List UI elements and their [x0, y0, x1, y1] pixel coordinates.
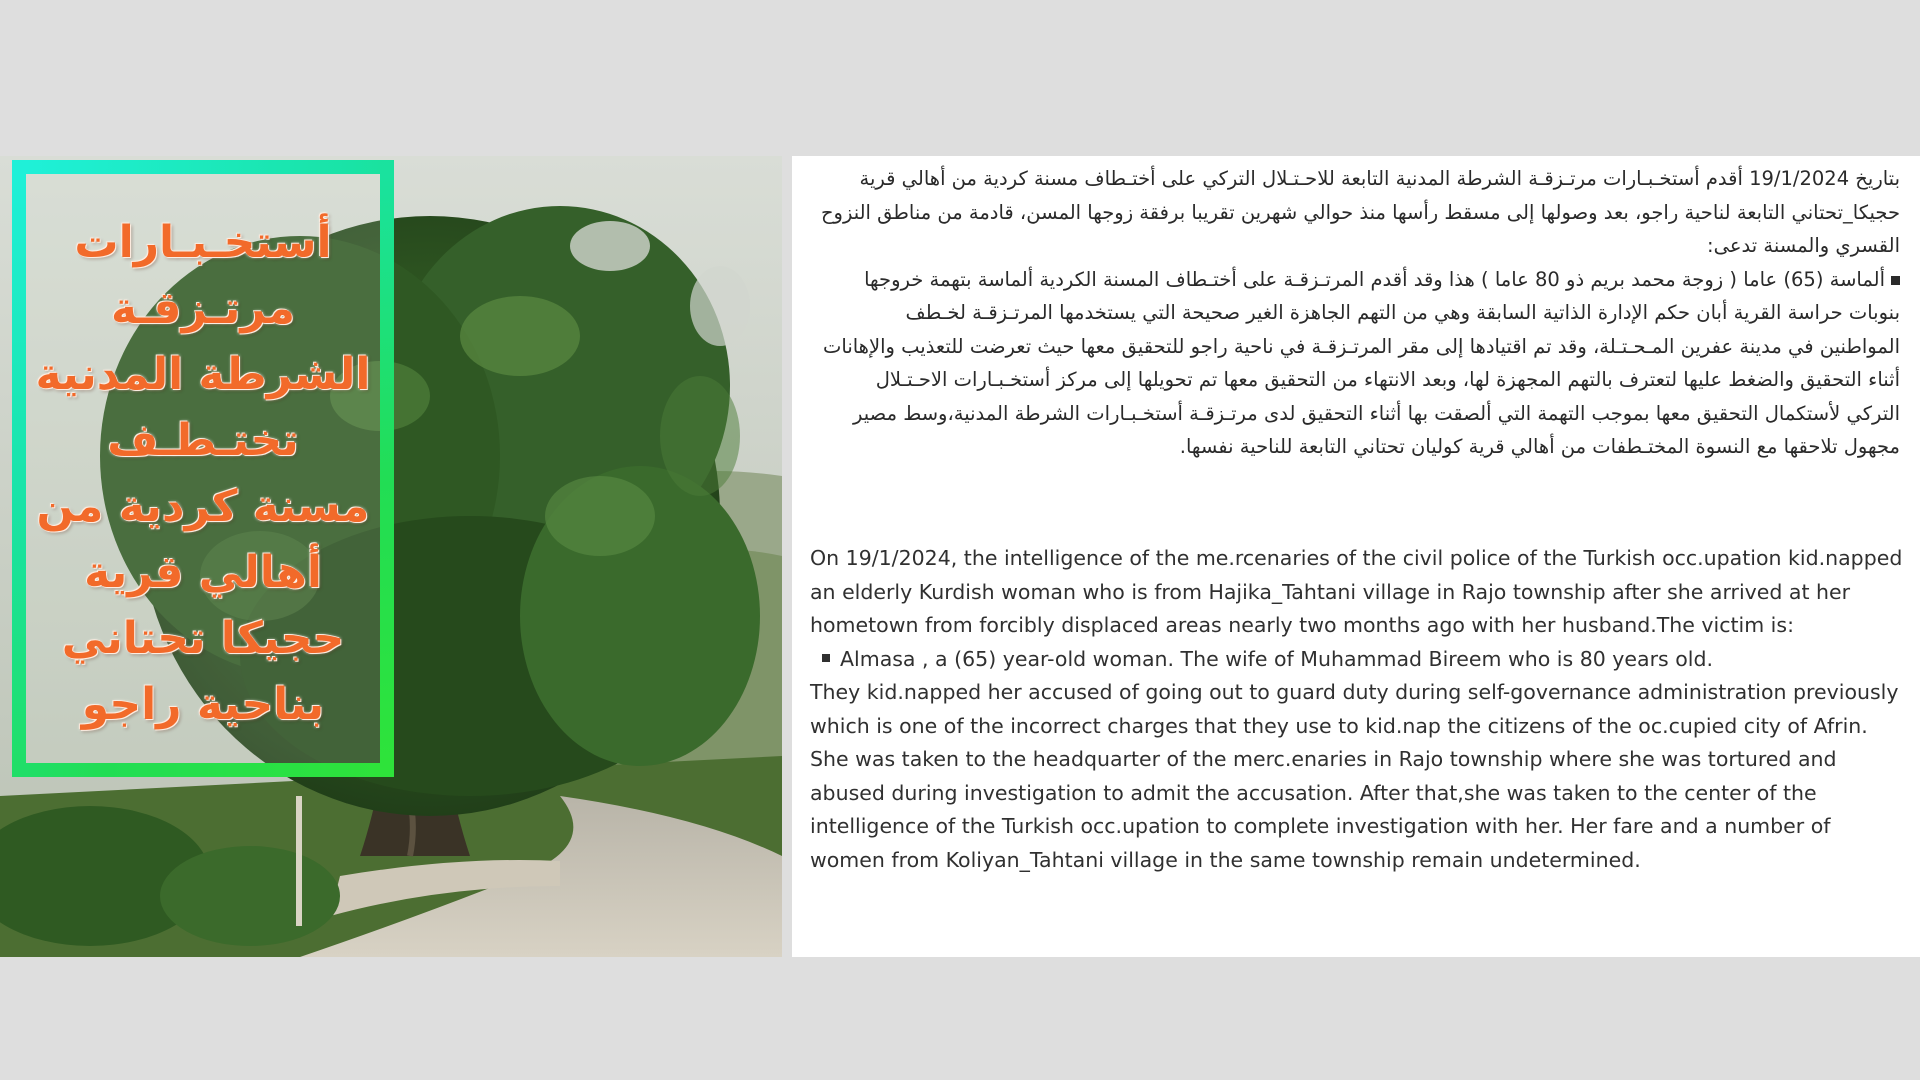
article-text-panel	[792, 156, 1920, 957]
english-details-paragraph: They kid.napped her accused of going out to guard duty during self-governance administration previously which is one of the incorrect charges that they use to kid.nap the citizens of the oc.cupied city of Afrin. She was taken to the headquarter of the merc.enaries in Rajo township where she was tortured and abused during investigation to admit the accusation. After that,she was taken to the center of the intelligence of the Turkish occ.upation to complete investigation with her. Her fare and a number of women from Koliyan_Tahtani village in the same township remain undetermined.	[810, 680, 1899, 872]
english-article	[810, 542, 1910, 877]
headline-line: بناحية راجو	[81, 679, 325, 730]
headline-line: الشرطة المدنية	[35, 349, 371, 400]
english-intro-paragraph: On 19/1/2024, the intelligence of the me.rcenaries of the civil police of the Turkish occ.upation kid.napped an elderly Kurdish woman who is from Hajika_Tahtani village in Rajo township after she arrived at her hometown from forcibly displaced areas nearly two months ago with her husband.The victim is:	[810, 546, 1903, 637]
headline-line: حجيكا تحتاني	[61, 613, 345, 664]
headline-frame	[12, 160, 394, 777]
arabic-intro-paragraph: بتاريخ 19/1/2024 أقدم أستخـبـارات مرتـزقـة الشرطة المدنية التابعة للاحـتـلال التركي على أختـطاف مسنة كردية من أهالي قرية حجيكا_تحتاني التابعة لناحية راجو، بعد وصولها إلى مسقط رأسها منذ حوالي شهرين تقريبا برفقة زوجها المسن، قادمة من مناطق النزوح القسري والمسنة تدعى:	[820, 167, 1900, 257]
headline-line: أهالي قرية	[84, 547, 322, 598]
bullet-square-icon	[822, 654, 830, 662]
arabic-victim-paragraph	[820, 263, 1900, 464]
headline-arabic	[26, 210, 380, 738]
headline-line: تختـطـف	[107, 415, 299, 466]
headline-line: مسنة كردية من	[36, 481, 370, 532]
english-victim-text: Almasa , a (65) year-old woman. The wife of Muhammad Bireem who is 80 years old.	[840, 646, 1714, 671]
headline-line: مرتـزقـة	[110, 283, 296, 334]
bullet-square-icon	[1891, 276, 1900, 285]
tree-photo	[0, 156, 782, 957]
english-victim-paragraph	[810, 643, 1910, 677]
arabic-article	[820, 162, 1900, 464]
arabic-victim-text: ألماسة (65) عاما ( زوجة محمد بريم ذو 80 عاما ) هذا وقد أقدم المرتـزقـة على أختـطاف المسنة الكردية ألماسة بتهمة خروجها بنوبات حراسة القرية أبان حكم الإدارة الذاتية السابقة وهي من التهم الجاهزة الغير صحيحة التي يستخدمها المرتـزقـة لخـطف المواطنين في مدينة عفرين المـحـتـلة، وقد تم اقتيادها إلى مقر المرتـزقـة في ناحية راجو للتحقيق معها حيث تعرضت للتعذيب والإهانات أثناء التحقيق والضغط عليها لتعترف بالتهم المجهزة لها، وبعد الانتهاء من التحقيق معها تم تحويلها إلى مركز أستخـبـارات الاحـتـلال التركي لأستكمال التحقيق معها بموجب التهمة التي ألصقت بها أثناء التحقيق لدى مرتـزقـة أستخـبـارات الشرطة المدنية،وسط مصير مجهول تلاحقها مع النسوة المختـطفات من أهالي قرية كوليان تحتاني التابعة للناحية نفسها.	[823, 267, 1900, 458]
headline-line: أستخـبـارات	[74, 217, 332, 268]
